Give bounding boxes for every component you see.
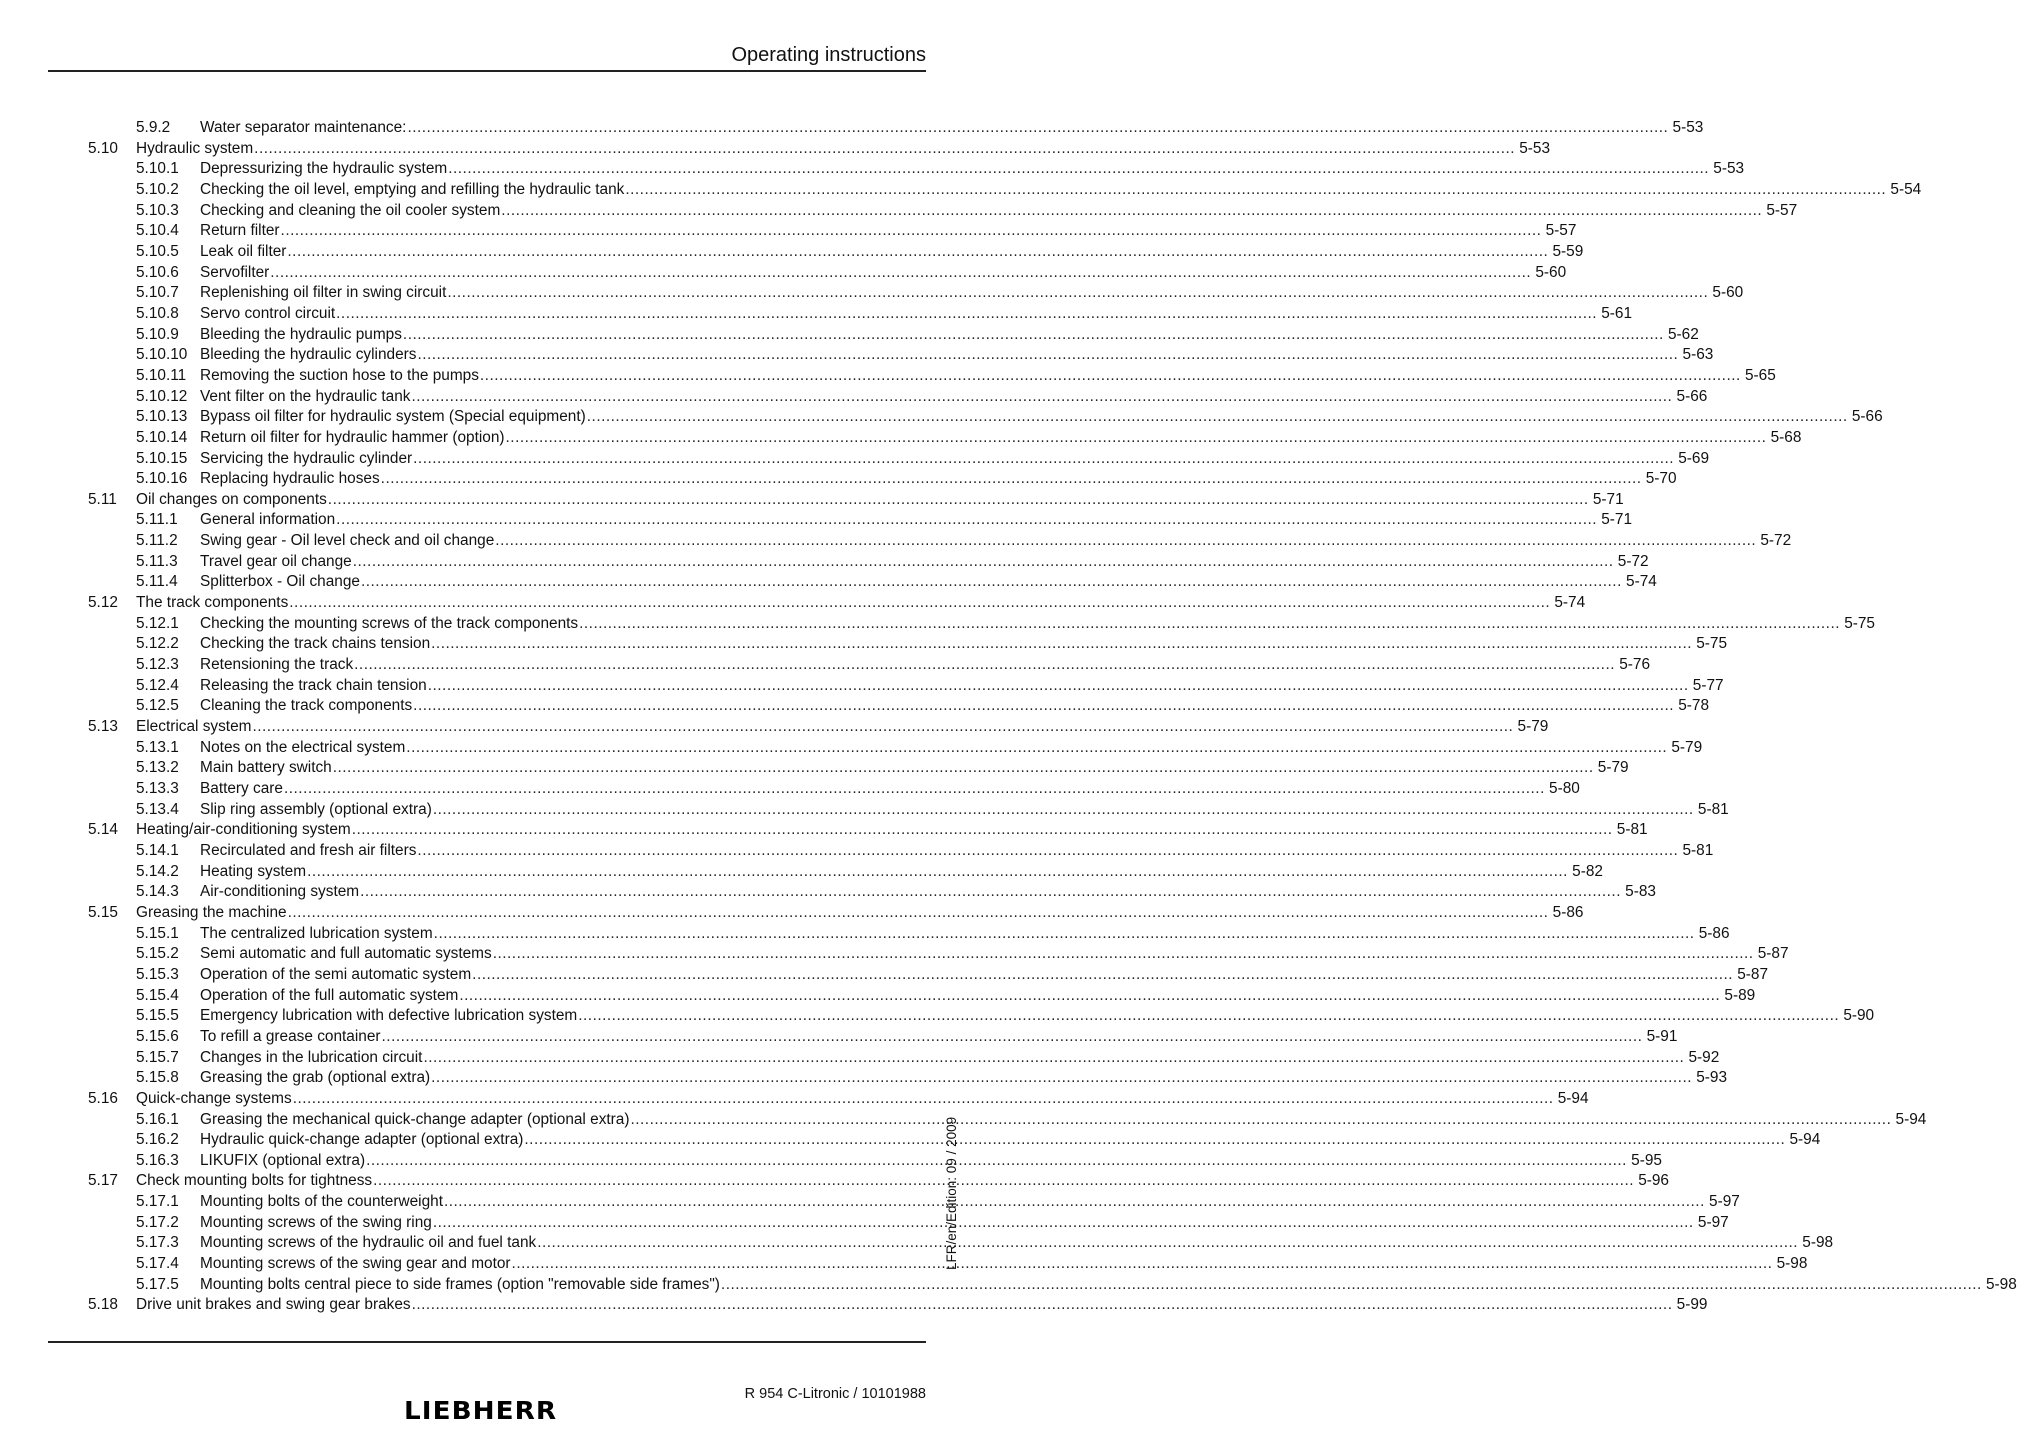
toc-entry-page: 5-87 — [1757, 945, 1789, 963]
toc-entry-number: 5.10.7 — [136, 284, 179, 302]
toc-leader-dots — [417, 841, 1678, 862]
toc-leader-dots — [459, 986, 1720, 1007]
toc-entry-title: Greasing the machine — [136, 903, 287, 921]
toc-entry-number: 5.10.6 — [136, 263, 179, 281]
toc-entry-title: Bleeding the hydraulic pumps — [200, 325, 402, 343]
toc-entry[interactable] — [88, 1233, 1834, 1254]
toc-entry-number: 5.13.1 — [136, 738, 179, 756]
toc-leader-dots — [288, 903, 1549, 924]
toc-entry[interactable] — [88, 531, 1792, 552]
toc-entry[interactable] — [88, 965, 1769, 986]
toc-entry[interactable] — [88, 345, 1714, 366]
toc-entry[interactable] — [88, 428, 1802, 449]
toc-entry-page: 5-98 — [1802, 1234, 1834, 1252]
toc-entry[interactable] — [88, 634, 1728, 655]
toc-entry-number: 5.16.2 — [136, 1131, 179, 1149]
liebherr-logo: LIEBHERR — [404, 1396, 558, 1425]
toc-entry-page: 5-79 — [1671, 738, 1703, 756]
toc-entry-number: 5.15.4 — [136, 986, 179, 1004]
toc-entry[interactable] — [88, 614, 1875, 635]
toc-entry[interactable] — [88, 490, 1624, 511]
toc-leader-dots — [495, 531, 1756, 552]
toc-entry-number: 5.10.8 — [136, 304, 179, 322]
toc-leader-dots — [284, 779, 1545, 800]
toc-leader-dots — [431, 634, 1692, 655]
toc-leader-dots — [417, 345, 1678, 366]
toc-entry-title: Slip ring assembly (optional extra) — [200, 800, 432, 818]
toc-entry[interactable] — [88, 882, 1656, 903]
toc-entry-page: 5-92 — [1688, 1048, 1720, 1066]
toc-leader-dots — [287, 242, 1548, 263]
toc-leader-dots — [447, 283, 1708, 304]
toc-entry-title: Cleaning the track components — [200, 697, 413, 715]
toc-entry-page: 5-77 — [1692, 676, 1724, 694]
toc-entry-number: 5.12.5 — [136, 697, 179, 715]
toc-entry-number: 5.12.2 — [136, 635, 179, 653]
toc-entry[interactable] — [88, 717, 1549, 738]
toc-entry-page: 5-72 — [1760, 532, 1792, 550]
toc-leader-dots — [281, 221, 1542, 242]
toc-entry-page: 5-66 — [1851, 408, 1883, 426]
toc-entry-number: 5.17.1 — [136, 1193, 179, 1211]
toc-leader-dots — [434, 924, 1695, 945]
toc-entry[interactable] — [88, 676, 1724, 697]
toc-entry-title: Splitterbox - Oil change — [200, 573, 360, 591]
toc-entry-title: Mounting screws of the swing ring — [200, 1213, 432, 1231]
toc-entry-title: Replacing hydraulic hoses — [200, 470, 380, 488]
document-id: R 954 C-Litronic / 10101988 — [744, 1386, 926, 1402]
toc-entry-page: 5-61 — [1601, 304, 1633, 322]
toc-entry-title: Drive unit brakes and swing gear brakes — [136, 1296, 411, 1314]
toc-entry-title: Checking the mounting screws of the track components — [200, 614, 579, 632]
toc-entry-number: 5.10.1 — [136, 160, 179, 178]
toc-entry-page: 5-74 — [1554, 594, 1586, 612]
toc-entry-title: Bypass oil filter for hydraulic system (Special equipment) — [200, 408, 586, 426]
toc-leader-dots — [428, 676, 1689, 697]
toc-entry-number: 5.13.2 — [136, 759, 179, 777]
toc-entry-page: 5-71 — [1601, 511, 1633, 529]
toc-entry-title: Changes in the lubrication circuit — [200, 1048, 423, 1066]
toc-leader-dots — [501, 201, 1762, 222]
toc-entry-page: 5-60 — [1535, 263, 1567, 281]
toc-entry-number: 5.15.7 — [136, 1048, 179, 1066]
toc-entry-page: 5-87 — [1737, 965, 1769, 983]
toc-leader-dots — [328, 490, 1589, 511]
toc-entry-number: 5.10.13 — [136, 408, 188, 426]
toc-leader-dots — [361, 572, 1622, 593]
toc-entry-title: Checking and cleaning the oil cooler system — [200, 201, 501, 219]
toc-entry-number: 5.10.5 — [136, 242, 179, 260]
toc-entry-title: Air-conditioning system — [200, 883, 360, 901]
toc-entry-title: Vent filter on the hydraulic tank — [200, 387, 411, 405]
toc-entry[interactable] — [88, 655, 1651, 676]
toc-entry-title: Electrical system — [136, 718, 252, 736]
toc-entry-number: 5.16.1 — [136, 1110, 179, 1128]
toc-entry-title: Operation of the semi automatic system — [200, 965, 472, 983]
toc-entry-page: 5-94 — [1789, 1131, 1821, 1149]
toc-entry-page: 5-71 — [1592, 490, 1624, 508]
toc-leader-dots — [587, 407, 1848, 428]
toc-entry[interactable] — [88, 159, 1745, 180]
page-header-title: Operating instructions — [731, 44, 926, 66]
toc-leader-dots — [293, 1089, 1554, 1110]
toc-entry[interactable] — [88, 201, 1798, 222]
toc-entry-title: Retensioning the track — [200, 656, 354, 674]
toc-entry-title: Mounting screws of the hydraulic oil and fuel tank — [200, 1234, 537, 1252]
toc-leader-dots — [411, 387, 1672, 408]
toc-entry[interactable] — [88, 1192, 1740, 1213]
toc-entry-page: 5-62 — [1667, 325, 1699, 343]
toc-entry[interactable] — [88, 552, 1649, 573]
toc-entry-title: Mounting bolts central piece to side frames (option "removable side frames") — [200, 1275, 720, 1293]
toc-entry-number: 5.11.2 — [136, 532, 178, 550]
toc-entry-number: 5.11.1 — [136, 511, 178, 529]
toc-entry-number: 5.17 — [88, 1172, 118, 1190]
toc-entry-number: 5.16.3 — [136, 1151, 179, 1169]
toc-leader-dots — [336, 304, 1597, 325]
toc-entry-page: 5-99 — [1676, 1296, 1708, 1314]
toc-leader-dots — [407, 118, 1668, 139]
toc-entry[interactable] — [88, 1171, 1669, 1192]
toc-entry-title: Greasing the mechanical quick-change adapter (optional extra) — [200, 1110, 630, 1128]
toc-entry-title: Checking the track chains tension — [200, 635, 431, 653]
toc-entry-number: 5.16 — [88, 1089, 118, 1107]
toc-entry-page: 5-91 — [1646, 1027, 1678, 1045]
toc-leader-dots — [413, 449, 1674, 470]
toc-entry-number: 5.17.5 — [136, 1275, 179, 1293]
toc-leader-dots — [366, 1151, 1627, 1172]
toc-entry-number: 5.10.4 — [136, 222, 179, 240]
toc-entry-title: Semi automatic and full automatic systems — [200, 945, 492, 963]
toc-entry[interactable] — [88, 263, 1567, 284]
toc-entry[interactable] — [88, 1048, 1720, 1069]
toc-entry[interactable] — [88, 944, 1789, 965]
toc-entry-title: Releasing the track chain tension — [200, 676, 427, 694]
toc-entry[interactable] — [88, 903, 1584, 924]
toc-entry-page: 5-53 — [1672, 119, 1704, 136]
toc-leader-dots — [433, 800, 1694, 821]
toc-entry-number: 5.10.12 — [136, 387, 188, 405]
toc-entry[interactable] — [88, 1213, 1729, 1234]
toc-entry-number: 5.10.9 — [136, 325, 179, 343]
toc-entry-title: General information — [200, 511, 336, 529]
toc-leader-dots — [579, 614, 1840, 635]
toc-entry-page: 5-60 — [1712, 284, 1744, 302]
toc-entry[interactable] — [88, 242, 1584, 263]
toc-entry-page: 5-78 — [1678, 697, 1710, 715]
toc-entry[interactable] — [88, 696, 1710, 717]
edition-label: LFR/en/Edition: 09 / 2009 — [944, 1116, 959, 1270]
toc-leader-dots — [382, 1027, 1643, 1048]
toc-leader-dots — [333, 758, 1594, 779]
toc-entry-page: 5-68 — [1770, 428, 1802, 446]
toc-entry[interactable] — [88, 572, 1657, 593]
toc-entry-number: 5.10 — [88, 139, 118, 157]
toc-leader-dots — [444, 1192, 1705, 1213]
toc-entry[interactable] — [88, 924, 1730, 945]
toc-leader-dots — [406, 738, 1667, 759]
toc-entry[interactable] — [88, 1275, 2017, 1296]
toc-entry-page: 5-79 — [1517, 718, 1549, 736]
toc-entry[interactable] — [88, 1110, 1927, 1131]
toc-entry-page: 5-98 — [1776, 1255, 1808, 1273]
toc-leader-dots — [448, 159, 1709, 180]
toc-entry-number: 5.10.16 — [136, 470, 188, 488]
toc-leader-dots — [578, 1006, 1839, 1027]
toc-entry-title: Mounting bolts of the counterweight — [200, 1193, 443, 1211]
toc-entry-page: 5-70 — [1645, 470, 1677, 488]
toc-entry-number: 5.12.1 — [136, 614, 179, 632]
toc-leader-dots — [373, 1171, 1634, 1192]
toc-entry[interactable] — [88, 862, 1603, 883]
toc-entry-number: 5.17.2 — [136, 1213, 179, 1231]
toc-entry-page: 5-86 — [1698, 924, 1730, 942]
toc-entry[interactable] — [88, 738, 1703, 759]
toc-entry-number: 5.14.2 — [136, 862, 179, 880]
toc-entry-page: 5-80 — [1549, 780, 1580, 797]
toc-leader-dots — [360, 882, 1621, 903]
toc-entry-page: 5-79 — [1597, 759, 1629, 777]
toc-entry-title: The centralized lubrication system — [200, 924, 433, 942]
toc-leader-dots — [493, 944, 1754, 965]
toc-entry-page: 5-75 — [1844, 614, 1875, 632]
toc-entry-number: 5.12.4 — [136, 676, 179, 694]
toc-entry-number: 5.15.5 — [136, 1007, 179, 1025]
toc-entry-title: Swing gear - Oil level check and oil change — [200, 532, 495, 550]
toc-entry-title: Heating system — [200, 862, 307, 880]
footer-rule — [48, 1341, 926, 1343]
toc-entry-page: 5-69 — [1678, 449, 1710, 467]
toc-entry-title: Operation of the full automatic system — [200, 986, 459, 1004]
toc-entry-page: 5-82 — [1572, 862, 1603, 880]
toc-entry-number: 5.14.3 — [136, 883, 179, 901]
toc-leader-dots — [506, 428, 1767, 449]
toc-entry-title: Main battery switch — [200, 759, 332, 777]
toc-entry[interactable] — [88, 180, 1922, 201]
toc-entry[interactable] — [88, 1006, 1875, 1027]
toc-entry-title: Servofilter — [200, 263, 270, 281]
toc-leader-dots — [412, 1295, 1673, 1316]
toc-entry[interactable] — [88, 758, 1629, 779]
toc-entry-title: To refill a grease container — [200, 1027, 381, 1045]
toc-entry-number: 5.14 — [88, 821, 118, 839]
toc-entry-number: 5.13.3 — [136, 780, 179, 797]
toc-entry-title: Battery care — [200, 780, 283, 797]
toc-entry-number: 5.15.8 — [136, 1069, 179, 1087]
toc-entry[interactable] — [88, 1130, 1821, 1151]
toc-entry-page: 5-66 — [1676, 387, 1708, 405]
toc-entry-number: 5.11.3 — [136, 552, 178, 570]
toc-entry-number: 5.13 — [88, 718, 118, 736]
toc-entry-title: Depressurizing the hydraulic system — [200, 160, 448, 178]
toc-entry-number: 5.10.10 — [136, 346, 188, 364]
toc-entry-number: 5.10.15 — [136, 449, 188, 467]
toc-entry[interactable] — [88, 1089, 1589, 1110]
toc-entry-number: 5.12 — [88, 594, 118, 612]
toc-entry[interactable] — [88, 510, 1633, 531]
toc-entry[interactable] — [88, 820, 1648, 841]
toc-entry-number: 5.11 — [88, 490, 117, 508]
toc-entry-title: Travel gear oil change — [200, 552, 352, 570]
toc-entry-number: 5.12.3 — [136, 656, 179, 674]
toc-entry-number: 5.10.11 — [136, 366, 187, 384]
toc-entry[interactable] — [88, 1068, 1728, 1089]
toc-entry-title: Oil changes on components — [136, 490, 327, 508]
toc-leader-dots — [289, 593, 1550, 614]
toc-leader-dots — [630, 1110, 1891, 1131]
toc-entry-title: Removing the suction hose to the pumps — [200, 366, 479, 384]
toc-entry-page: 5-95 — [1631, 1151, 1662, 1169]
toc-entry-page: 5-53 — [1713, 160, 1745, 178]
toc-entry-number: 5.15 — [88, 903, 118, 921]
toc-entry-number: 5.15.3 — [136, 965, 179, 983]
toc-entry-page: 5-81 — [1616, 821, 1648, 839]
toc-leader-dots — [307, 862, 1568, 883]
toc-entry-number: 5.15.1 — [136, 924, 179, 942]
toc-leader-dots — [524, 1130, 1785, 1151]
toc-entry[interactable] — [88, 325, 1699, 346]
toc-entry-page: 5-89 — [1724, 986, 1756, 1004]
toc-entry-number: 5.15.2 — [136, 945, 179, 963]
toc-entry-page: 5-72 — [1617, 552, 1649, 570]
toc-entry[interactable] — [88, 841, 1714, 862]
toc-entry[interactable] — [88, 800, 1729, 821]
toc-leader-dots — [336, 510, 1597, 531]
toc-entry-page: 5-94 — [1557, 1089, 1589, 1107]
toc-entry[interactable] — [88, 1295, 1708, 1316]
toc-entry[interactable] — [88, 221, 1577, 242]
toc-entry-title: Checking the oil level, emptying and refilling the hydraulic tank — [200, 180, 625, 198]
toc-leader-dots — [512, 1254, 1773, 1275]
toc-entry-title: Servo control circuit — [200, 304, 336, 322]
toc-entry-title: The track components — [136, 594, 289, 612]
toc-entry[interactable] — [88, 139, 1551, 160]
toc-entry-number: 5.10.2 — [136, 180, 179, 198]
toc-leader-dots — [431, 1068, 1692, 1089]
toc-entry-page: 5-94 — [1895, 1110, 1927, 1128]
toc-entry-title: Emergency lubrication with defective lubrication system — [200, 1007, 578, 1025]
toc-leader-dots — [381, 469, 1642, 490]
toc-entry-page: 5-63 — [1682, 346, 1714, 364]
toc-entry-page: 5-96 — [1638, 1172, 1669, 1190]
toc-leader-dots — [625, 180, 1886, 201]
toc-entry[interactable] — [88, 1151, 1662, 1172]
toc-entry[interactable] — [88, 387, 1708, 408]
toc-entry-number: 5.13.4 — [136, 800, 179, 818]
toc-entry[interactable] — [88, 283, 1744, 304]
toc-leader-dots — [252, 717, 1513, 738]
toc-entry-number: 5.15.6 — [136, 1027, 179, 1045]
toc-entry-page: 5-57 — [1545, 222, 1577, 240]
toc-leader-dots — [423, 1048, 1684, 1069]
toc-leader-dots — [433, 1213, 1694, 1234]
toc-entry-title: LIKUFIX (optional extra) — [200, 1151, 366, 1169]
toc-entry-page: 5-90 — [1843, 1007, 1875, 1025]
toc-leader-dots — [270, 263, 1531, 284]
toc-entry-page: 5-57 — [1766, 201, 1798, 219]
toc-entry[interactable] — [88, 986, 1756, 1007]
toc-entry[interactable] — [88, 407, 1883, 428]
toc-entry[interactable] — [88, 1254, 1808, 1275]
toc-entry-title: Return filter — [200, 222, 280, 240]
toc-entry-page: 5-54 — [1890, 180, 1922, 198]
toc-entry-page: 5-81 — [1697, 800, 1729, 818]
toc-entry-page: 5-81 — [1682, 841, 1714, 859]
toc-leader-dots — [353, 552, 1614, 573]
toc-leader-dots — [537, 1233, 1798, 1254]
toc-entry-title: Servicing the hydraulic cylinder — [200, 449, 413, 467]
toc-entry-page: 5-93 — [1696, 1069, 1728, 1087]
toc-entry-page: 5-97 — [1709, 1193, 1740, 1211]
toc-entry-number: 5.18 — [88, 1296, 118, 1314]
toc-entry-title: Check mounting bolts for tightness — [136, 1172, 373, 1190]
toc-leader-dots — [413, 696, 1674, 717]
toc-entry-title: Replenishing oil filter in swing circuit — [200, 284, 447, 302]
toc-entry-number: 5.9.2 — [136, 119, 171, 136]
header-rule — [48, 70, 926, 72]
toc-entry-page: 5-97 — [1697, 1213, 1729, 1231]
toc-entry-number: 5.11.4 — [136, 573, 178, 591]
toc-entry-page: 5-59 — [1552, 242, 1584, 260]
toc-entry[interactable] — [88, 449, 1710, 470]
toc-entry-title: Heating/air-conditioning system — [136, 821, 351, 839]
toc-entry-title: Quick-change systems — [136, 1089, 292, 1107]
toc-entry-page: 5-98 — [1985, 1275, 2017, 1293]
toc-leader-dots — [352, 820, 1613, 841]
toc-entry-title: Water separator maintenance: — [200, 119, 407, 136]
toc-leader-dots — [354, 655, 1615, 676]
toc-entry-title: Hydraulic quick-change adapter (optional extra) — [200, 1131, 524, 1149]
toc-entry-title: Leak oil filter — [200, 242, 287, 260]
toc-entry-title: Bleeding the hydraulic cylinders — [200, 346, 417, 364]
toc-entry-title: Notes on the electrical system — [200, 738, 406, 756]
toc-entry-page: 5-75 — [1696, 635, 1728, 653]
toc-entry-number: 5.17.4 — [136, 1255, 179, 1273]
toc-entry-title: Return oil filter for hydraulic hammer (option) — [200, 428, 505, 446]
toc-entry[interactable] — [88, 469, 1677, 490]
toc-entry[interactable] — [88, 779, 1580, 800]
toc-leader-dots — [254, 139, 1515, 160]
toc-entry-number: 5.10.14 — [136, 428, 188, 446]
toc-leader-dots — [480, 366, 1741, 387]
toc-entry-title: Greasing the grab (optional extra) — [200, 1069, 431, 1087]
toc-entry-title: Recirculated and fresh air filters — [200, 841, 417, 859]
toc-entry[interactable] — [88, 593, 1586, 614]
toc-leader-dots — [403, 325, 1664, 346]
toc-entry[interactable] — [88, 366, 1776, 387]
toc-entry-page: 5-74 — [1626, 573, 1657, 591]
toc-entry[interactable] — [88, 118, 1704, 139]
toc-entry[interactable] — [88, 304, 1633, 325]
toc-entry-page: 5-86 — [1552, 903, 1584, 921]
toc-entry-title: Hydraulic system — [136, 139, 254, 157]
toc-entry-page: 5-83 — [1625, 883, 1656, 901]
toc-entry-page: 5-53 — [1519, 139, 1551, 157]
toc-leader-dots — [721, 1275, 1982, 1296]
toc-entry-page: 5-76 — [1619, 656, 1651, 674]
toc-entry-number: 5.17.3 — [136, 1234, 179, 1252]
toc-leader-dots — [472, 965, 1733, 986]
toc-entry-title: Mounting screws of the swing gear and motor — [200, 1255, 511, 1273]
toc-entry-number: 5.10.3 — [136, 201, 179, 219]
toc-entry[interactable] — [88, 1027, 1678, 1048]
toc-entry-page: 5-65 — [1744, 366, 1776, 384]
toc-entry-number: 5.14.1 — [136, 841, 179, 859]
